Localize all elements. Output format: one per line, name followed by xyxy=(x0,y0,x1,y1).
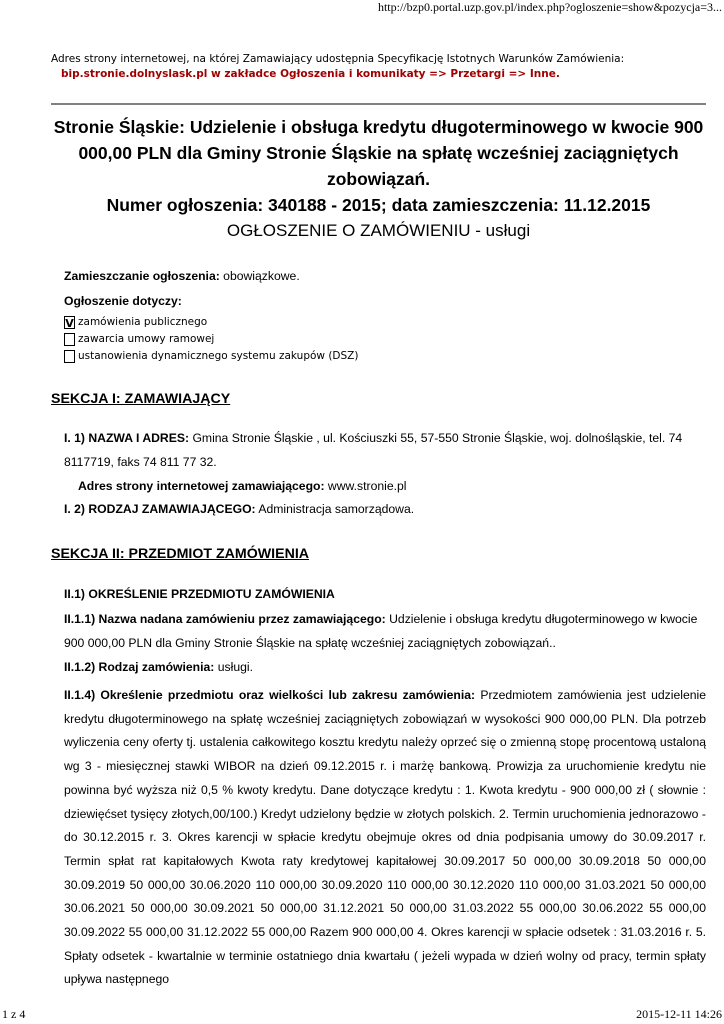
title-line-1: Stronie Śląskie: Udzielenie i obsługa kredytu długoterminowego w kwocie 900 xyxy=(53,117,704,137)
contracting-name-value: Gmina Stronie Śląskie , ul. Kościuszki 55, 57-550 Stronie Śląskie, woj. dolnośląskie, tel. 74 xyxy=(192,431,683,445)
notice-type: OGŁOSZENIE O ZAMÓWIENIU - usługi xyxy=(226,221,531,240)
page-number: 1 z 4 xyxy=(2,1007,26,1021)
contracting-name-label: I. 1) NAZWA I ADRES: xyxy=(64,431,190,445)
option-label: ustanowienia dynamicznego systemu zakupów (DSZ) xyxy=(78,350,359,362)
contracting-type-row xyxy=(64,502,706,516)
siwz-notice: Adres strony internetowej, na której Zamawiający udostępnia Specyfikację Istotnych Warunków Zamówienia: xyxy=(51,53,625,65)
checkbox-empty xyxy=(64,350,75,363)
contracting-type-value: Administracja samorządowa. xyxy=(258,502,415,516)
option-label: zamówienia publicznego xyxy=(78,316,208,328)
placement-value: obowiązkowe. xyxy=(223,269,300,283)
order-kind-row xyxy=(64,660,706,674)
placement-label: Zamieszczanie ogłoszenia: xyxy=(64,269,220,283)
checkbox-checked: V xyxy=(65,316,74,330)
order-description-label: II.1.4) Określenie przedmiotu oraz wielkości lub zakresu zamówienia: xyxy=(64,688,476,702)
order-name-value-2: 900 000,00 PLN dla Gminy Stronie Śląskie na spłatę wcześniej zaciągniętych zobowiązań.. xyxy=(64,636,556,650)
browser-url: http://bzp0.portal.uzp.gov.pl/index.php?ogloszenie=show&pozycja=3... xyxy=(377,0,722,14)
notice-number: Numer ogłoszenia: 340188 - 2015; data zamieszczenia: 11.12.2015 xyxy=(106,195,651,215)
horizontal-rule xyxy=(51,103,706,105)
siwz-notice-link: bip.stronie.dolnyslask.pl w zakładce Ogłoszenia i komunikaty => Przetargi => Inne. xyxy=(61,68,560,80)
order-name-value: Udzielenie i obsługa kredytu długoterminowego w kwocie xyxy=(389,612,698,626)
contracting-web-row xyxy=(78,479,706,493)
concerns-option-dsz xyxy=(64,349,358,364)
concerns-option-framework xyxy=(64,332,214,347)
option-label: zawarcia umowy ramowej xyxy=(78,333,215,345)
contracting-web-label: Adres strony internetowej zamawiającego: xyxy=(78,479,325,493)
order-kind-label: II.1.2) Rodzaj zamówienia: xyxy=(64,660,215,674)
subject-subheading: II.1) OKREŚLENIE PRZEDMIOTU ZAMÓWIENIA xyxy=(64,587,335,601)
section-2-heading: SEKCJA II: PRZEDMIOT ZAMÓWIENIA xyxy=(51,546,310,562)
order-description xyxy=(64,684,706,992)
order-kind-value: usługi. xyxy=(217,660,253,674)
contracting-web-value: www.stronie.pl xyxy=(327,479,407,493)
page-title xyxy=(51,114,706,244)
title-line-2: 000,00 PLN dla Gminy Stronie Śląskie na spłatę wcześniej zaciągniętych xyxy=(78,143,679,163)
contracting-type-label: I. 2) RODZAJ ZAMAWIAJĄCEGO: xyxy=(64,502,256,516)
print-date: 2015-12-11 14:26 xyxy=(636,1007,722,1021)
contracting-name-value-2: 8117719, faks 74 811 77 32. xyxy=(64,455,217,469)
order-name-label: II.1.1) Nazwa nadana zamówieniu przez zamawiającego: xyxy=(64,612,386,626)
concerns-label: Ogłoszenie dotyczy: xyxy=(64,294,182,308)
order-name-row xyxy=(64,612,706,626)
contracting-name-row xyxy=(64,431,706,445)
order-description-value: Przedmiotem zamówienia jest udzielenie kredytu długoterminowego na spłatę wcześniej zaciągniętych zobowiązań w wysokości 900 000,00 PLN. Dla potrzeb wyliczenia ceny oferty tj. ustalenia całkowitego kosztu kredytu należy oprzeć się o zmienną stopę procentową ustaloną wg 3 - miesięcznej stawki WIBOR na dzień 09.12.2015 r. i marżę bankową. Prowizja za uruchomienie kredytu nie powinna być wyższa niż 0,5 % kwoty kredytu. Dane dotyczące kredytu : 1. Kwota kredytu - 900 000,00 zł ( słownie : dziewięćset tysięcy złotych,00/100.) Kredyt udzielony będzie w złotych polskich. 2. Termin uruchomienia jednorazowo - do 30.12.2015 r. 3. Okres karencji w spłacie kredytu obejmuje okres od dnia podpisania umowy do 30.09.2017 r. Termin spłat rat kapitałowych Kwota raty kredytowej kapitałowej 30.09.2017 50 000,00 30.09.2018 50 000,00 30.09.2019 50 000,00 30.06.2020 110 000,00 30.09.2020 110 000,00 30.12.2020 110 000,00 31.03.2021 50 000,00 30.06.2021 50 000,00 30.09.2021 50 000,00 31.12.2021 50 000,00 31.03.2022 55 000,00 30.06.2022 55 000,00 30.09.2022 55 000,00 31.12.2022 55 000,00 Razem 900 000,00 4. Okres karencji w spłacie odsetek : 31.03.2016 r. 5. Spłaty odsetek - kwartalnie w terminie ostatniego dnia kwartału ( jeżeli wypada w dzień wolny od pracy, termin spłaty upływa następnego xyxy=(64,688,707,987)
title-line-3: zobowiązań. xyxy=(326,169,431,189)
concerns-option-public xyxy=(64,315,207,330)
placement-row xyxy=(64,269,706,283)
checkbox-empty xyxy=(64,333,75,346)
section-1-heading: SEKCJA I: ZAMAWIAJĄCY xyxy=(51,391,231,407)
